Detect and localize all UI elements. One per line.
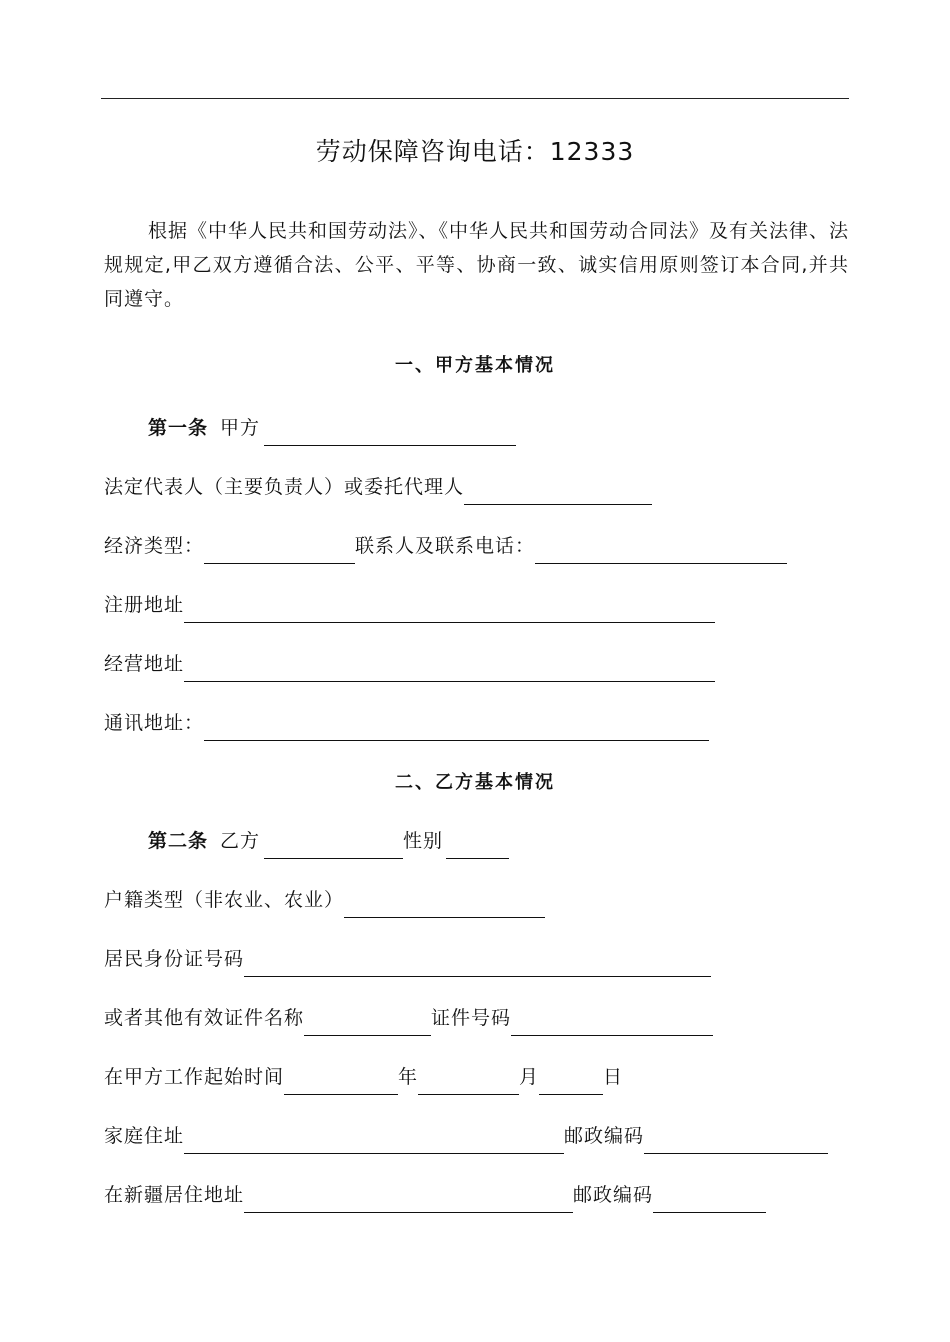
postcode-field-2[interactable]: [653, 1212, 766, 1213]
business-address-field[interactable]: [184, 681, 715, 682]
home-address-field[interactable]: [184, 1153, 564, 1154]
household-type-row: [104, 884, 545, 912]
business-address-label: 经营地址: [104, 653, 185, 675]
article-1-label: 第一条: [148, 417, 209, 439]
section1-heading: 一、甲方基本情况: [395, 355, 555, 376]
postcode-label: 邮政编码: [564, 1125, 645, 1147]
year-field[interactable]: [284, 1094, 398, 1095]
contact-label: 联系人及联系电话：: [355, 535, 536, 557]
other-id-name-field[interactable]: [304, 1035, 431, 1036]
household-type-field[interactable]: [344, 917, 545, 918]
registered-address-row: [104, 589, 715, 617]
month-field[interactable]: [418, 1094, 519, 1095]
id-number-field[interactable]: [244, 976, 711, 977]
id-no-label: 证件号码: [431, 1007, 512, 1029]
id-number-row: [104, 943, 711, 971]
economic-type-row: [104, 530, 787, 558]
section2-heading: 二、乙方基本情况: [395, 772, 555, 793]
start-time-label: 在甲方工作起始时间: [104, 1066, 285, 1088]
economic-type-field[interactable]: [204, 563, 355, 564]
business-address-row: [104, 648, 715, 676]
day-label: 日: [603, 1066, 624, 1088]
party-a-label: 甲方: [220, 417, 261, 439]
party-a-field[interactable]: [264, 445, 516, 446]
start-time-row: [104, 1061, 623, 1089]
home-address-label: 家庭住址: [104, 1125, 185, 1147]
id-no-field[interactable]: [511, 1035, 713, 1036]
xinjiang-address-label: 在新疆居住地址: [104, 1184, 245, 1206]
mailing-address-field[interactable]: [204, 740, 709, 741]
mailing-address-row: [104, 707, 709, 735]
intro-paragraph: [104, 214, 849, 316]
year-label: 年: [398, 1066, 419, 1088]
day-field[interactable]: [539, 1094, 603, 1095]
household-type-label: 户籍类型（非农业、农业）: [104, 889, 345, 911]
gender-label: 性别: [403, 830, 444, 852]
contact-field[interactable]: [535, 563, 787, 564]
hotline-title: 劳动保障咨询电话：12333: [315, 137, 635, 166]
other-id-name-label: 或者其他有效证件名称: [104, 1007, 305, 1029]
registered-address-field[interactable]: [184, 622, 715, 623]
header-rule: [101, 98, 849, 99]
home-address-row: [104, 1120, 828, 1148]
economic-type-label: 经济类型：: [104, 535, 205, 557]
legal-rep-row: [104, 471, 652, 499]
legal-rep-label: 法定代表人（主要负责人）或委托代理人: [104, 476, 465, 498]
id-number-label: 居民身份证号码: [104, 948, 245, 970]
xinjiang-address-field[interactable]: [244, 1212, 573, 1213]
party-b-label: 乙方: [220, 830, 261, 852]
other-id-row: [104, 1002, 713, 1030]
party-b-field[interactable]: [264, 858, 403, 859]
legal-rep-field[interactable]: [464, 504, 652, 505]
month-label: 月: [519, 1066, 540, 1088]
party-b-row: [148, 825, 509, 853]
gender-field[interactable]: [446, 858, 509, 859]
article-2-label: 第二条: [148, 830, 209, 852]
party-a-row: [148, 412, 516, 440]
postcode-field[interactable]: [644, 1153, 828, 1154]
intro-text: 根据《中华人民共和国劳动法》、《中华人民共和国劳动合同法》及有关法律、法规规定,甲乙双方遵循合法、公平、平等、协商一致、诚实信用原则签订本合同,并共同遵守。: [104, 220, 850, 310]
xinjiang-address-row: [104, 1179, 766, 1207]
mailing-address-label: 通讯地址：: [104, 712, 205, 734]
postcode-label-2: 邮政编码: [573, 1184, 654, 1206]
registered-address-label: 注册地址: [104, 594, 185, 616]
